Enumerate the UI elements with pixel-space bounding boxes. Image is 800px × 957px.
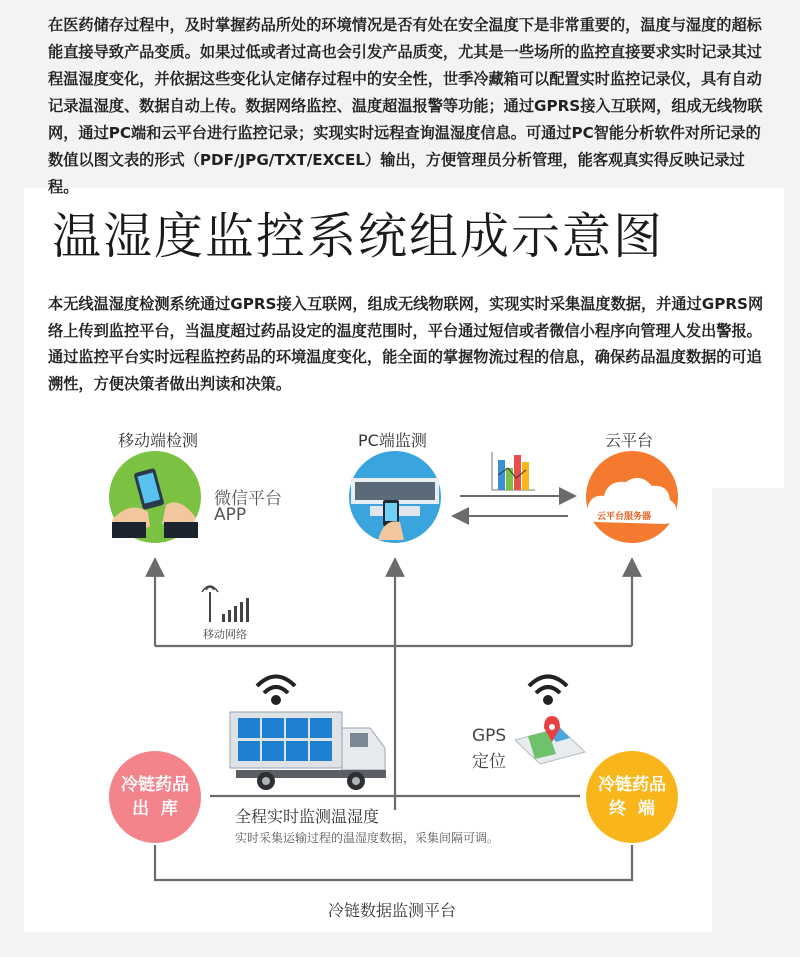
origin-label-line2: 出 库	[132, 799, 178, 819]
cloud-node-label: 云平台	[605, 431, 654, 450]
pc-node-label: PC端监测	[358, 431, 427, 450]
page-title: 温湿度监控系统组成示意图	[52, 208, 665, 265]
pc-cloud-arrows	[460, 496, 568, 516]
upstream-connectors	[155, 567, 632, 810]
refrigerated-truck-icon	[230, 712, 386, 790]
gps-map-icon	[515, 716, 585, 764]
terminal-label-line1: 冷链药品	[598, 775, 666, 795]
cloud-server-label: 云平台服务器	[597, 512, 652, 522]
origin-label-line1: 冷链药品	[121, 775, 189, 795]
gps-label-line2: 定位	[472, 752, 506, 772]
pc-monitor-node	[349, 451, 441, 543]
terminal-label	[586, 773, 678, 821]
gps-label-line1: GPS	[472, 726, 507, 746]
origin-label	[109, 773, 201, 821]
chart-icon	[492, 452, 535, 490]
wifi-icon-gps	[529, 677, 567, 704]
cloud-platform-node	[586, 451, 678, 543]
app-label: APP	[214, 505, 247, 525]
mobile-monitor-node	[109, 451, 201, 543]
wifi-icon-truck	[257, 677, 295, 704]
terminal-label-line2: 终 端	[609, 799, 655, 819]
mobile-network-icon	[202, 586, 249, 622]
intro-paragraph: 在医药储存过程中，及时掌握药品所处的环境情况是否有处在安全温度下是非常重要的，温度与湿度的超标能直接导致产品变质。如果过低或者过高也会引发产品质变，尤其是一些场所的监控直接要求实时记录其过程温湿度变化，并依据这些变化认定储存过程中的安全性，世季冷藏箱可以配置实时监控记录仪，具有自动记录温湿度、数据自动上传。数据网络监控、温度超温报警等功能；通过GPRS接入互联网，组成无线物联网，通过PC端和云平台进行监控记录；实现实时远程查询温湿度信息。可通过PC智能分析软件对所记录的数值以图文表的形式（PDF/JPG/TXT/EXCEL）输出，方便管理员分析管理，能客观真实得反映记录过程。	[48, 16, 763, 196]
platform-label: 冷链数据监测平台	[328, 901, 457, 920]
monitor-subtitle: 实时采集运输过程的温湿度数据，采集间隔可调。	[235, 831, 500, 845]
monitor-title: 全程实时监测温湿度	[235, 807, 380, 826]
system-description: 本无线温湿度检测系统通过GPRS接入互联网，组成无线物联网，实现实时采集温度数据，并通过GPRS网络上传到监控平台，当温度超过药品设定的温度范围时，平台通过短信或者微信小程序向管理人发出警报。通过监控平台实时远程监控药品的环境温度变化，能全面的掌握物流过程的信息，确保药品温度数据的可追溯性，方便决策者做出判读和决策。	[48, 295, 764, 393]
mobile-network-label: 移动网络	[203, 628, 247, 641]
mobile-node-label: 移动端检测	[118, 431, 199, 450]
wechat-platform-label: 微信平台	[214, 489, 282, 509]
